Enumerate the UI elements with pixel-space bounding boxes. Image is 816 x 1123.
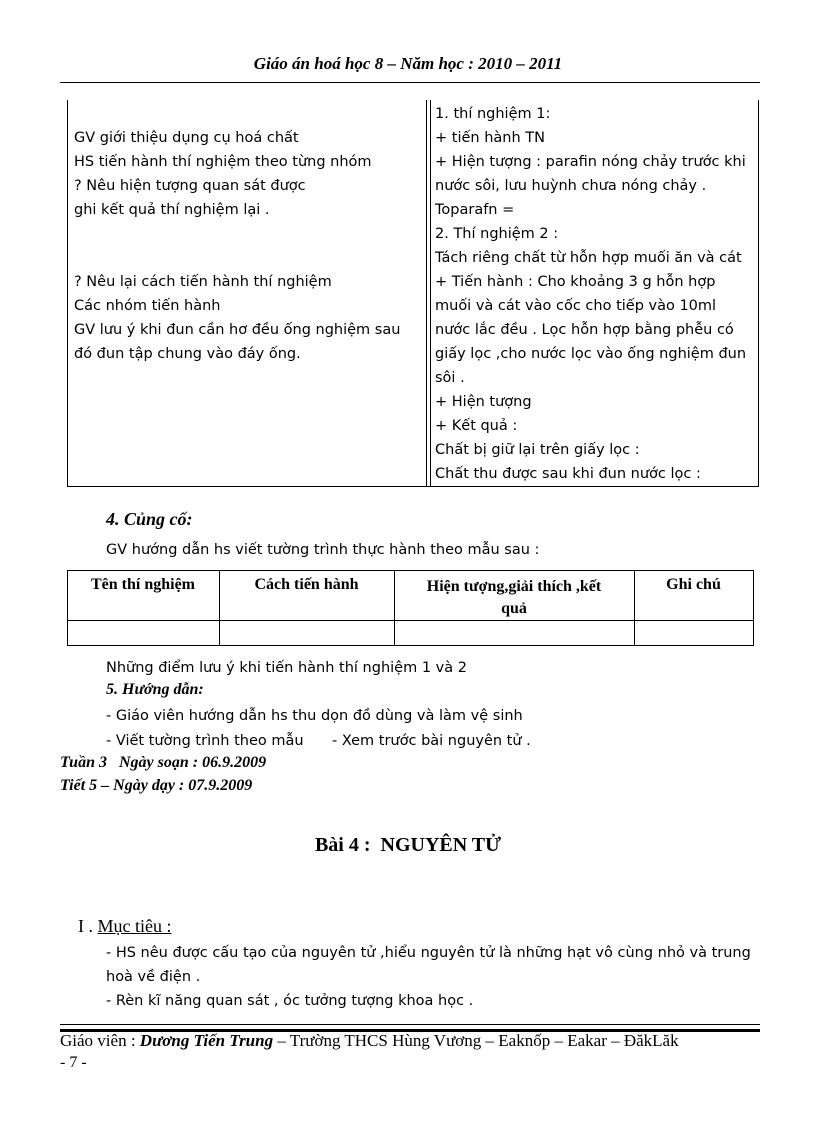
content-line: + tiến hành TN [435,130,545,146]
guidance-line-2a: - Viết tường trình theo mẫu [106,733,304,749]
objectives-number: I . [78,916,93,936]
objectives-label: Mục tiêu : [97,916,172,936]
content-line: giấy lọc ,cho nước lọc vào ống nghiệm đun [435,346,747,362]
content-line: 2. Thí nghiệm 2 : [435,226,559,242]
table1-left-border [67,100,68,487]
content-line: Toparafn = [435,202,515,218]
content-line: + Hiện tượng [435,394,532,410]
table1-left-column-lower [74,270,400,366]
content-line: nước sôi, lưu huỳnh chưa nóng chảy . [435,178,707,194]
teacher-activity-line: Các nhóm tiến hành [74,298,221,314]
content-line: Chất thu được sau khi đun nước lọc : [435,466,701,482]
footer-prefix: Giáo viên : [60,1031,136,1050]
table1-divider-1 [426,100,427,487]
content-line: 1. thí nghiệm 1: [435,106,551,122]
table2-header-divider [67,620,754,621]
content-line: Chất bị giữ lại trên giấy lọc : [435,442,640,458]
table1-divider-2 [430,100,431,487]
objectives-list [106,941,751,1013]
content-line: sôi . [435,370,465,386]
teacher-activity-line: GV giới thiệu dụng cụ hoá chất [74,130,299,146]
footer-school: – Trường THCS Hùng Vương – Eaknốp – Eakar – ĐăkLăk [273,1031,679,1050]
teacher-activity-line: đó đun tập chung vào đáy ống. [74,346,301,362]
guidance-line-2b: - Xem trước bài nguyên tử . [332,733,531,749]
notes-line: Những điểm lưu ý khi tiến hành thí nghiệm 1 và 2 [106,660,467,676]
table1-bottom-border [67,486,759,487]
column-header-phenomenon-line1: Hiện tượng,giải thích ,kết [426,578,602,595]
lesson-title: Bài 4 : NGUYÊN TỬ [314,834,502,856]
content-line: + Hiện tượng : parafin nóng chảy trước khi [435,154,746,170]
page-header: Giáo án hoá học 8 – Năm học : 2010 – 2011 [253,54,563,73]
column-header-phenomenon-line2: quả [501,600,527,617]
teacher-activity-line: ? Nêu hiện tượng quan sát được [74,178,306,194]
column-header-notes: Ghi chú [666,576,721,593]
objective-item: hoà về điện . [106,969,201,985]
table2-col-border [753,570,754,646]
objective-item: - HS nêu được cấu tạo của nguyên tử ,hiểu nguyên tử là những hạt vô cùng nhỏ và trung [106,945,751,961]
table1-right-column [435,102,746,486]
table2-bottom-border [67,645,754,646]
column-header-experiment-name: Tên thí nghiệm [90,576,195,593]
section-4-heading: 4. Củng cố: [106,509,193,529]
section-5-heading: 5. Hướng dẫn: [106,681,204,698]
page-number: - 7 - [60,1054,87,1071]
column-header-procedure: Cách tiến hành [254,576,359,593]
schedule-week-line: Tuần 3 Ngày soạn : 06.9.2009 [60,754,267,771]
objectives-heading [78,916,172,937]
teacher-activity-line: ? Nêu lại cách tiến hành thí nghiệm [74,274,332,290]
schedule-period-line: Tiết 5 – Ngày dạy : 07.9.2009 [60,777,253,794]
table1-right-border [758,100,759,487]
content-line: Tách riêng chất từ hỗn hợp muối ăn và cát [435,250,742,266]
table2-top-border [67,570,754,571]
header-rule [60,82,760,83]
column-header-phenomenon [394,576,634,620]
content-line: nước lắc đều . Lọc hỗn hợp bằng phễu có [435,322,734,338]
teacher-activity-line: ghi kết quả thí nghiệm lại . [74,202,270,218]
objective-item: - Rèn kĩ năng quan sát , óc tưởng tượng khoa học . [106,993,474,1009]
teacher-activity-line: GV lưu ý khi đun cần hơ đều ống nghiệm sau [74,322,401,338]
section-4-intro: GV hướng dẫn hs viết tường trình thực hành theo mẫu sau : [106,542,540,558]
guidance-line-1: - Giáo viên hướng dẫn hs thu dọn đồ dùng và làm vệ sinh [106,708,523,724]
content-line: + Kết quả : [435,418,518,434]
table1-left-column [74,126,372,222]
teacher-activity-line: HS tiến hành thí nghiệm theo từng nhóm [74,154,372,170]
footer-teacher-name: Dương Tiến Trung [139,1031,274,1050]
content-line: + Tiến hành : Cho khoảng 3 g hỗn hợp [435,274,716,290]
content-line: muối và cát vào cốc cho tiếp vào 10ml [435,298,717,314]
page-footer [60,1031,679,1051]
